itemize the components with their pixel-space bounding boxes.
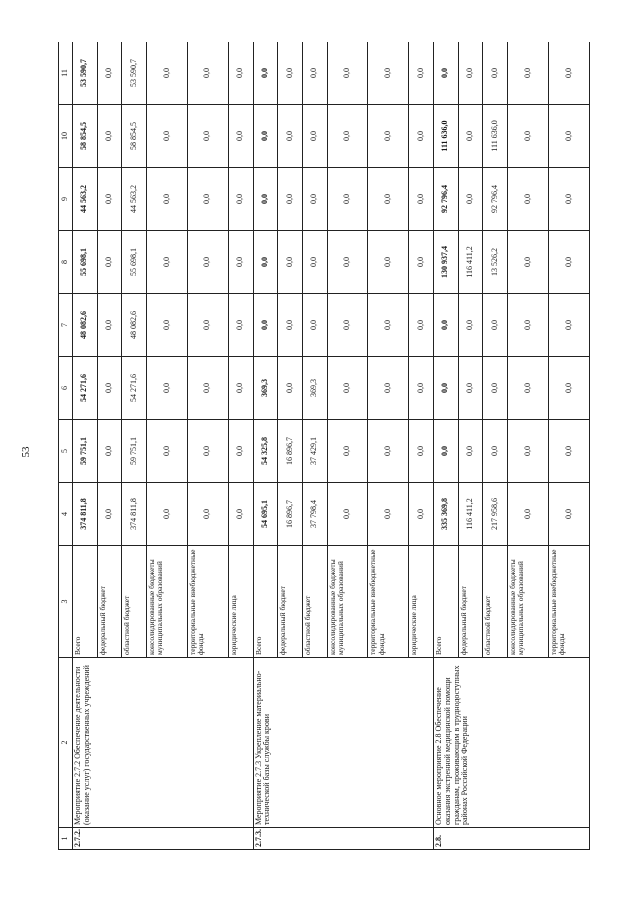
value-cell: 0,0 (434, 357, 459, 420)
value-cell: 0,0 (548, 105, 589, 168)
funding-source: юридические лица (228, 546, 253, 658)
header-cell: 10 (59, 105, 73, 168)
header-cell: 11 (59, 42, 73, 105)
header-cell: 2 (59, 658, 73, 828)
value-cell: 0,0 (409, 420, 434, 483)
value-cell: 0,0 (409, 231, 434, 294)
value-cell: 0,0 (278, 42, 303, 105)
value-cell: 54 325,8 (253, 420, 278, 483)
value-cell: 0,0 (187, 357, 228, 420)
funding-source: консолидированные бюджеты муниципальных образований (147, 546, 188, 658)
value-cell: 0,0 (409, 294, 434, 357)
value-cell: 0,0 (508, 294, 549, 357)
value-cell: 0,0 (187, 483, 228, 546)
header-cell: 7 (59, 294, 73, 357)
value-cell: 0,0 (253, 105, 278, 168)
value-cell: 92 796,4 (434, 168, 459, 231)
value-cell: 44 563,2 (73, 168, 98, 231)
value-cell: 16 896,7 (278, 483, 303, 546)
header-cell: 9 (59, 168, 73, 231)
value-cell: 92 796,4 (483, 168, 508, 231)
funding-source: Всего (253, 546, 278, 658)
header-cell: 8 (59, 231, 73, 294)
value-cell: 0,0 (508, 231, 549, 294)
value-cell: 0,0 (548, 357, 589, 420)
value-cell: 16 896,7 (278, 420, 303, 483)
value-cell: 0,0 (278, 105, 303, 168)
value-cell: 0,0 (368, 294, 409, 357)
value-cell: 0,0 (302, 42, 327, 105)
value-cell: 53 590,7 (73, 42, 98, 105)
value-cell: 0,0 (458, 357, 483, 420)
value-cell: 0,0 (187, 105, 228, 168)
value-cell: 0,0 (253, 42, 278, 105)
value-cell: 0,0 (302, 168, 327, 231)
header-cell: 6 (59, 357, 73, 420)
value-cell: 0,0 (187, 294, 228, 357)
value-cell: 54 271,6 (122, 357, 147, 420)
value-cell: 0,0 (508, 105, 549, 168)
value-cell: 0,0 (327, 231, 368, 294)
value-cell: 0,0 (409, 168, 434, 231)
value-cell: 0,0 (97, 42, 122, 105)
value-cell: 0,0 (228, 231, 253, 294)
value-cell: 0,0 (508, 357, 549, 420)
table-row (73, 42, 98, 850)
value-cell: 0,0 (368, 357, 409, 420)
value-cell: 0,0 (327, 294, 368, 357)
value-cell: 0,0 (228, 42, 253, 105)
funding-source: областной бюджет (302, 546, 327, 658)
table-row (434, 42, 459, 850)
value-cell: 0,0 (368, 42, 409, 105)
value-cell: 0,0 (508, 420, 549, 483)
value-cell: 0,0 (327, 420, 368, 483)
header-cell: 1 (59, 828, 73, 850)
value-cell: 0,0 (409, 105, 434, 168)
value-cell: 0,0 (434, 420, 459, 483)
row-code: 2.8. (434, 828, 590, 850)
value-cell: 0,0 (458, 168, 483, 231)
value-cell: 0,0 (508, 42, 549, 105)
value-cell: 0,0 (409, 483, 434, 546)
value-cell: 0,0 (228, 420, 253, 483)
funding-source: областной бюджет (122, 546, 147, 658)
value-cell: 0,0 (187, 420, 228, 483)
value-cell: 0,0 (483, 294, 508, 357)
value-cell: 0,0 (458, 294, 483, 357)
value-cell: 0,0 (434, 42, 459, 105)
value-cell: 0,0 (253, 294, 278, 357)
value-cell: 0,0 (147, 168, 188, 231)
value-cell: 374 811,8 (73, 483, 98, 546)
funding-source: федеральный бюджет (97, 546, 122, 658)
value-cell: 369,3 (253, 357, 278, 420)
value-cell: 58 854,5 (122, 105, 147, 168)
value-cell: 0,0 (228, 168, 253, 231)
funding-source: федеральный бюджет (458, 546, 483, 658)
value-cell: 0,0 (368, 168, 409, 231)
value-cell: 0,0 (97, 420, 122, 483)
value-cell: 0,0 (187, 231, 228, 294)
value-cell: 0,0 (302, 105, 327, 168)
value-cell: 0,0 (302, 231, 327, 294)
value-cell: 374 811,8 (122, 483, 147, 546)
value-cell: 0,0 (278, 231, 303, 294)
value-cell: 0,0 (278, 357, 303, 420)
funding-source: юридические лица (409, 546, 434, 658)
measure-name: Основное мероприятие 2.8 Обеспечение оказания экстренной медицинской помощи гражданам, проживающим в труднодоступных районах Российской Федерации (434, 658, 590, 828)
funding-source: консолидированные бюджеты муниципальных образований (508, 546, 549, 658)
budget-table (58, 42, 590, 850)
value-cell: 55 698,1 (122, 231, 147, 294)
value-cell: 0,0 (548, 294, 589, 357)
value-cell: 116 411,2 (458, 231, 483, 294)
value-cell: 48 082,6 (73, 294, 98, 357)
value-cell: 130 937,4 (434, 231, 459, 294)
value-cell: 0,0 (483, 420, 508, 483)
measure-name: Мероприятие 2.7.3 Укрепление материально-технической базы службы крови (253, 658, 434, 828)
value-cell: 59 751,1 (73, 420, 98, 483)
value-cell: 0,0 (327, 168, 368, 231)
value-cell: 0,0 (368, 420, 409, 483)
measure-name: Мероприятие 2.7.2 Обеспечение деятельности (оказание услуг) государственных учреждений (73, 658, 254, 828)
funding-source: Всего (434, 546, 459, 658)
value-cell: 0,0 (434, 294, 459, 357)
value-cell: 13 526,2 (483, 231, 508, 294)
value-cell: 217 958,6 (483, 483, 508, 546)
value-cell: 0,0 (147, 42, 188, 105)
value-cell: 0,0 (187, 42, 228, 105)
value-cell: 55 698,1 (73, 231, 98, 294)
funding-source: федеральный бюджет (278, 546, 303, 658)
page-number: 53 (20, 446, 32, 458)
value-cell: 0,0 (483, 357, 508, 420)
funding-source: территориальные внебюджетные фонды (368, 546, 409, 658)
value-cell: 0,0 (97, 168, 122, 231)
value-cell: 0,0 (548, 42, 589, 105)
value-cell: 54 695,1 (253, 483, 278, 546)
value-cell: 0,0 (368, 483, 409, 546)
value-cell: 0,0 (147, 420, 188, 483)
value-cell: 0,0 (548, 420, 589, 483)
value-cell: 37 798,4 (302, 483, 327, 546)
value-cell: 0,0 (327, 105, 368, 168)
value-cell: 0,0 (327, 357, 368, 420)
table-body (59, 42, 590, 850)
value-cell: 0,0 (508, 168, 549, 231)
value-cell: 369,3 (302, 357, 327, 420)
value-cell: 0,0 (508, 483, 549, 546)
value-cell: 0,0 (458, 420, 483, 483)
value-cell: 0,0 (253, 168, 278, 231)
value-cell: 0,0 (548, 483, 589, 546)
funding-source: областной бюджет (483, 546, 508, 658)
value-cell: 53 590,7 (122, 42, 147, 105)
value-cell: 54 271,6 (73, 357, 98, 420)
value-cell: 0,0 (147, 357, 188, 420)
value-cell: 0,0 (97, 231, 122, 294)
value-cell: 37 429,1 (302, 420, 327, 483)
value-cell: 0,0 (368, 231, 409, 294)
value-cell: 0,0 (228, 105, 253, 168)
value-cell: 0,0 (409, 357, 434, 420)
value-cell: 116 411,2 (458, 483, 483, 546)
rotated-table-container (58, 42, 590, 850)
value-cell: 335 369,8 (434, 483, 459, 546)
funding-source: консолидированные бюджеты муниципальных образований (327, 546, 368, 658)
value-cell: 0,0 (483, 42, 508, 105)
funding-source: Всего (73, 546, 98, 658)
value-cell: 0,0 (228, 357, 253, 420)
value-cell: 111 636,0 (434, 105, 459, 168)
funding-source: территориальные внебюджетные фонды (548, 546, 589, 658)
value-cell: 0,0 (97, 294, 122, 357)
value-cell: 0,0 (147, 483, 188, 546)
value-cell: 0,0 (253, 231, 278, 294)
row-code: 2.7.2. (73, 828, 254, 850)
row-code: 2.7.3. (253, 828, 434, 850)
value-cell: 0,0 (368, 105, 409, 168)
value-cell: 0,0 (327, 42, 368, 105)
value-cell: 0,0 (278, 294, 303, 357)
value-cell: 48 082,6 (122, 294, 147, 357)
value-cell: 0,0 (147, 294, 188, 357)
value-cell: 58 854,5 (73, 105, 98, 168)
value-cell: 0,0 (187, 168, 228, 231)
value-cell: 0,0 (228, 483, 253, 546)
value-cell: 0,0 (147, 105, 188, 168)
value-cell: 0,0 (147, 231, 188, 294)
value-cell: 0,0 (548, 168, 589, 231)
value-cell: 0,0 (458, 105, 483, 168)
document-page (58, 42, 590, 850)
value-cell: 0,0 (278, 168, 303, 231)
value-cell: 0,0 (409, 42, 434, 105)
header-cell: 4 (59, 483, 73, 546)
table-row (253, 42, 278, 850)
value-cell: 59 751,1 (122, 420, 147, 483)
value-cell: 0,0 (97, 357, 122, 420)
value-cell: 0,0 (97, 483, 122, 546)
value-cell: 0,0 (228, 294, 253, 357)
value-cell: 0,0 (97, 105, 122, 168)
value-cell: 0,0 (327, 483, 368, 546)
value-cell: 44 563,2 (122, 168, 147, 231)
header-cell: 3 (59, 546, 73, 658)
funding-source: территориальные внебюджетные фонды (187, 546, 228, 658)
value-cell: 0,0 (302, 294, 327, 357)
value-cell: 0,0 (548, 231, 589, 294)
header-cell: 5 (59, 420, 73, 483)
header-row (59, 42, 73, 850)
value-cell: 0,0 (458, 42, 483, 105)
value-cell: 111 636,0 (483, 105, 508, 168)
